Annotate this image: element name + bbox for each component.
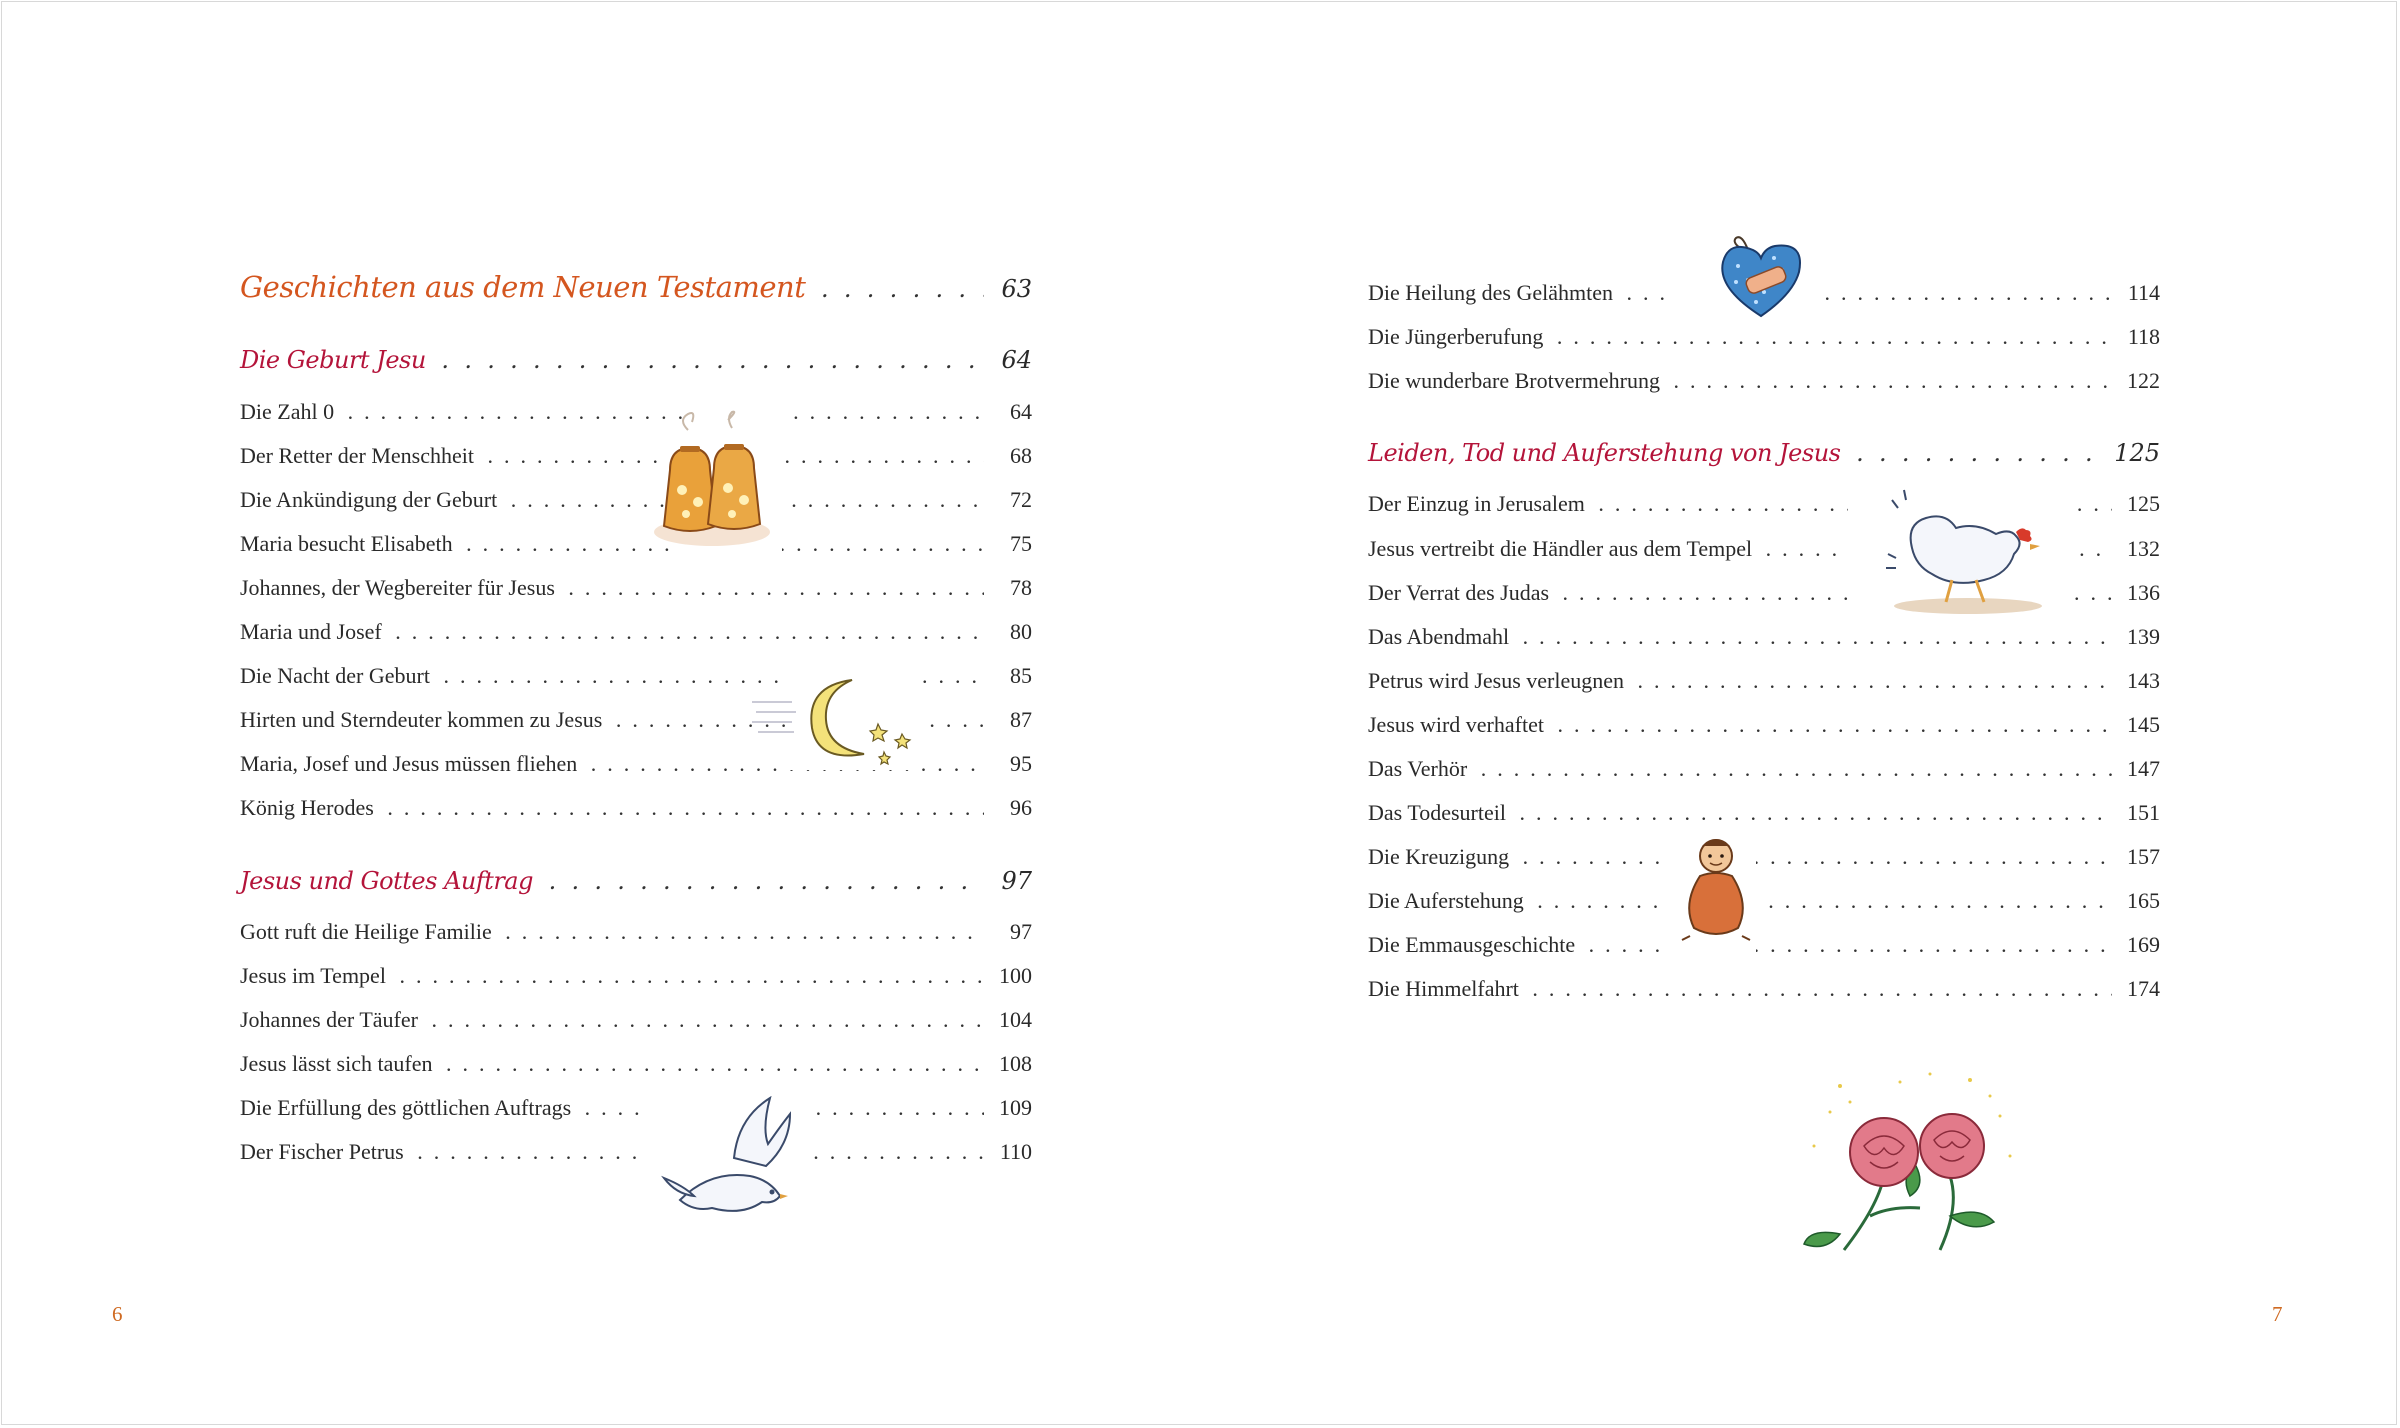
page-ref: 165 xyxy=(2127,888,2160,913)
dot-leader xyxy=(1668,366,2112,396)
toc-entry[interactable] xyxy=(1368,974,2160,1004)
entry-title: Gott ruft die Heilige Familie xyxy=(240,919,492,944)
page-ref: 122 xyxy=(2127,368,2160,393)
entry-title: Die Emmausgeschichte xyxy=(1368,932,1576,957)
page-ref: 97 xyxy=(1010,919,1032,944)
entry-title: Hirten und Sterndeuter kommen zu Jesus xyxy=(240,707,603,732)
dot-leader xyxy=(1475,754,2112,784)
entry-title: Maria besucht Elisabeth xyxy=(240,531,453,556)
toc-entry[interactable] xyxy=(240,1137,1032,1167)
toc-entry[interactable] xyxy=(1368,754,2160,784)
entry-title: Das Abendmahl xyxy=(1368,624,1510,649)
entry-title: Maria und Josef xyxy=(240,619,382,644)
toc-entry[interactable] xyxy=(1368,798,2160,828)
entry-title: Das Todesurteil xyxy=(1368,800,1506,825)
page-ref: 157 xyxy=(2127,844,2160,869)
page-ref: 169 xyxy=(2127,932,2160,957)
page-ref: 68 xyxy=(1010,443,1032,468)
entry-title: Die Heilung des Gelähmten xyxy=(1368,280,1613,305)
toc-entry[interactable] xyxy=(1368,666,2160,696)
toc-entry[interactable] xyxy=(240,485,1032,515)
page-ref: 75 xyxy=(1010,531,1032,556)
page-ref: 100 xyxy=(999,963,1032,988)
toc-entry[interactable] xyxy=(1368,930,2160,960)
page-number-right: 7 xyxy=(2272,1302,2283,1326)
dot-leader xyxy=(440,1049,984,1079)
toc-entry[interactable] xyxy=(1368,710,2160,740)
page-ref: 63 xyxy=(1001,275,1032,303)
dove-icon xyxy=(660,1096,800,1226)
dot-leader xyxy=(434,343,984,377)
entry-title: Johannes der Täufer xyxy=(240,1007,418,1032)
entry-title: Petrus wird Jesus verleugnen xyxy=(1368,668,1625,693)
page-ref: 139 xyxy=(2127,624,2160,649)
entry-title: Die Kreuzigung xyxy=(1368,844,1510,869)
entry-title: Der Retter der Menschheit xyxy=(240,443,474,468)
page-ref: 109 xyxy=(999,1095,1032,1120)
page-ref: 87 xyxy=(1010,707,1032,732)
toc-entry[interactable] xyxy=(1368,622,2160,652)
page-ref: 110 xyxy=(999,1139,1032,1164)
dot-leader xyxy=(1848,436,2100,470)
page-ref: 97 xyxy=(1001,867,1032,895)
page-ref: 147 xyxy=(2127,756,2160,781)
entry-title: Jesus lässt sich taufen xyxy=(240,1051,433,1076)
page-ref: 136 xyxy=(2127,580,2160,605)
dot-leader xyxy=(426,1005,984,1035)
page-ref: 143 xyxy=(2127,668,2160,693)
entry-title: Der Einzug in Jerusalem xyxy=(1368,491,1585,516)
wobble-doll-icon xyxy=(1676,836,1756,948)
entry-title: Der Fischer Petrus xyxy=(240,1139,404,1164)
page-ref: 132 xyxy=(2127,536,2160,561)
toc-entry[interactable] xyxy=(240,1005,1032,1035)
dot-leader xyxy=(1517,622,2112,652)
page-ref: 174 xyxy=(2127,976,2160,1001)
dot-leader xyxy=(541,864,984,898)
heading-title: Geschichten aus dem Neuen Testament xyxy=(240,270,806,304)
crescent-moon-icon xyxy=(752,672,922,772)
dot-leader xyxy=(1551,322,2112,352)
entry-title: König Herodes xyxy=(240,795,374,820)
heading-title: Jesus und Gottes Auftrag xyxy=(240,867,533,895)
page-ref: 64 xyxy=(1001,346,1032,374)
dot-leader xyxy=(1583,930,2112,960)
toc-heading-section[interactable] xyxy=(240,343,1032,377)
toc-entry[interactable] xyxy=(240,1049,1032,1079)
page-ref: 108 xyxy=(999,1051,1032,1076)
entry-title: Die Jüngerberufung xyxy=(1368,324,1544,349)
page-ref: 125 xyxy=(2127,491,2160,516)
page-ref: 95 xyxy=(1010,751,1032,776)
dot-leader xyxy=(813,272,984,306)
entry-title: Die Erfüllung des göttlichen Auftrags xyxy=(240,1095,572,1120)
toc-entry[interactable] xyxy=(240,573,1032,603)
page-ref: 72 xyxy=(1010,487,1032,512)
page-ref: 80 xyxy=(1010,619,1032,644)
page-ref: 104 xyxy=(999,1007,1032,1032)
page-ref: 114 xyxy=(2127,280,2160,305)
page-ref: 85 xyxy=(1010,663,1032,688)
dot-leader xyxy=(382,793,984,823)
toc-heading-section[interactable] xyxy=(240,864,1032,898)
entry-title: Die Auferstehung xyxy=(1368,888,1524,913)
toc-entry[interactable] xyxy=(1368,366,2160,396)
page-ref: 96 xyxy=(1010,795,1032,820)
toc-entry[interactable] xyxy=(240,529,1032,559)
toc-heading-section[interactable] xyxy=(1368,436,2160,470)
dot-leader xyxy=(390,617,984,647)
entry-title: Jesus vertreibt die Händler aus dem Tempel xyxy=(1368,536,1753,561)
entry-title: Jesus im Tempel xyxy=(240,963,386,988)
entry-title: Die Ankündigung der Geburt xyxy=(240,487,498,512)
chicken-icon xyxy=(1882,488,2052,620)
toc-entry[interactable] xyxy=(240,617,1032,647)
entry-title: Maria, Josef und Jesus müssen fliehen xyxy=(240,751,578,776)
entry-title: Die Himmelfahrt xyxy=(1368,976,1519,1001)
toc-entry[interactable] xyxy=(1368,842,2160,872)
toc-entry[interactable] xyxy=(240,441,1032,471)
page-number-left: 6 xyxy=(112,1302,123,1326)
dot-leader xyxy=(1532,886,2112,916)
entry-title: Die Zahl 0 xyxy=(240,399,335,424)
page-ref: 125 xyxy=(2114,439,2160,467)
toc-entry[interactable] xyxy=(1368,322,2160,352)
roses-icon xyxy=(1800,1066,2030,1256)
page-ref: 151 xyxy=(2127,800,2160,825)
heading-title: Die Geburt Jesu xyxy=(240,346,426,374)
entry-title: Die wunderbare Brotvermehrung xyxy=(1368,368,1661,393)
entry-title: Der Verrat des Judas xyxy=(1368,580,1550,605)
page-ref: 64 xyxy=(1010,399,1032,424)
dot-leader xyxy=(500,917,984,947)
heart-plaster-icon xyxy=(1716,230,1806,320)
entry-title: Die Nacht der Geburt xyxy=(240,663,430,688)
entry-title: Johannes, der Wegbereiter für Jesus xyxy=(240,575,555,600)
dot-leader xyxy=(1527,974,2112,1004)
dot-leader xyxy=(1514,798,2112,828)
dot-leader xyxy=(1517,842,2112,872)
lanterns-icon xyxy=(650,410,780,550)
dot-leader xyxy=(394,961,984,991)
toc-entry[interactable] xyxy=(240,1093,1032,1123)
toc-entry[interactable] xyxy=(240,397,1032,427)
toc-heading-main[interactable] xyxy=(240,270,1032,304)
page-ref: 78 xyxy=(1010,575,1032,600)
toc-entry[interactable] xyxy=(1368,886,2160,916)
entry-title: Jesus wird verhaftet xyxy=(1368,712,1544,737)
dot-leader xyxy=(563,573,984,603)
toc-entry[interactable] xyxy=(240,917,1032,947)
dot-leader xyxy=(1632,666,2112,696)
entry-title: Das Verhör xyxy=(1368,756,1468,781)
page-ref: 145 xyxy=(2127,712,2160,737)
toc-entry[interactable] xyxy=(240,961,1032,991)
toc-entry[interactable] xyxy=(240,793,1032,823)
dot-leader xyxy=(1552,710,2112,740)
page-ref: 118 xyxy=(2127,324,2160,349)
heading-title: Leiden, Tod und Auferstehung von Jesus xyxy=(1368,439,1841,467)
